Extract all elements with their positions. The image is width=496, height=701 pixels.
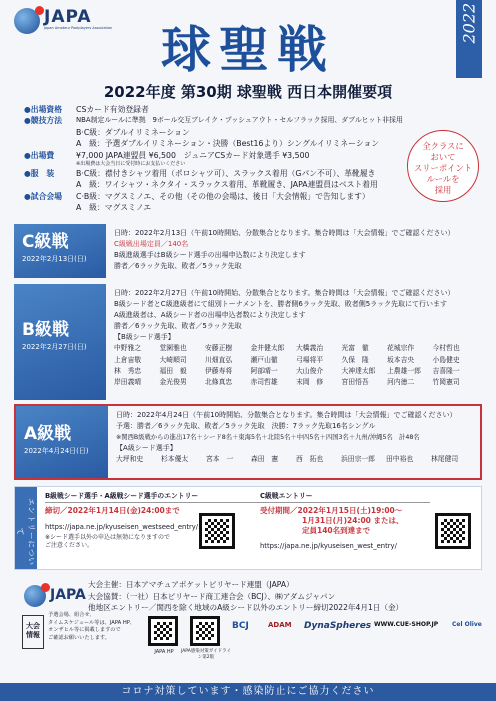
detail-line: A級進級者は、A級シード者の出場申込者数により決定します	[114, 311, 306, 320]
seed-player-name: 河内徳二	[387, 378, 415, 387]
seed-player-name: 宮本 一	[206, 455, 234, 464]
b-class-section	[14, 284, 482, 400]
info-row	[24, 127, 404, 138]
seed-player-name: 吉喜隆一	[432, 367, 460, 376]
entry-b-note-line: ご注意ください。	[45, 542, 94, 549]
seed-player-name: 田中裕也	[386, 455, 414, 464]
taikai-info-note	[48, 612, 135, 642]
sponsor-cel-olive: Cel Olive	[452, 621, 482, 628]
seed-player-name: 北條真忠	[205, 378, 233, 387]
seed-player-name: 大坪和史	[116, 455, 144, 464]
seed-player-name: 杉本優太	[161, 455, 189, 464]
seed-player-name: 赤司哲雄	[250, 378, 278, 387]
seed-player-name: 光富 徹	[341, 344, 369, 353]
seed-player-name: 花城宗作	[387, 344, 415, 353]
info-label	[24, 127, 76, 138]
entry-c-url[interactable]: https://japa.ne.jp/kyuseisen_west_entry/	[260, 542, 397, 550]
detail-line: 日時：2022年4月24日（午前10時開始、分散集合となります。集合時間は「大会情報」でご確認ください）	[116, 411, 457, 419]
seed-player-name: 大神達太郎	[341, 367, 376, 376]
entry-b-note-line: ※シード選手以外の申込は無効になりますので	[45, 534, 171, 541]
detail-line: 勝者／6ラック先取、敗者／5ラック先取	[114, 262, 242, 271]
detail-line: 日時：2022年2月13日（午前10時開始、分散集合となります。集合時間は「大会情報」でご確認ください）	[114, 229, 455, 237]
entry-b-heading: B級戦シード選手・A級戦シード選手のエントリー	[45, 491, 265, 503]
entry-section	[14, 486, 482, 570]
entry-c-period-2: 1月31日(月)24:00 または、	[302, 516, 404, 525]
seed-player-name: 西 拓也	[296, 455, 324, 464]
info-label	[24, 179, 76, 190]
a-class-name: A級戦	[24, 424, 72, 444]
seed-title: 【B級シード選手】	[114, 333, 175, 342]
page-title: 球聖戦	[161, 20, 335, 79]
info-label: ●服 装	[24, 169, 55, 179]
seed-player-name: 阿部晴一	[250, 367, 278, 376]
seed-player-name: 弓場将平	[296, 355, 324, 364]
info-note: ※出場費は大会当日に受付時にお支払いください	[76, 161, 186, 168]
entry-b-url[interactable]: https://japa.ne.jp/kyuseisen_westseed_entry/	[45, 523, 199, 531]
taikai-note-line: 予選会場、組合せ、	[48, 612, 95, 618]
seed-player-name: 林尾健司	[431, 455, 459, 464]
detail-line: C級戦出場定員／140名	[114, 240, 189, 249]
seed-player-name: 大崎順司	[159, 355, 187, 364]
sponsor-cue-shop: WWW.CUE-SHOP.JP	[374, 621, 439, 628]
seed-player-name: 上農雄一郎	[387, 367, 421, 376]
seed-player-name: 森田 憲	[251, 455, 279, 464]
japa-hp-qr-code[interactable]	[148, 616, 178, 646]
a-class-tag	[16, 406, 108, 478]
seed-player-name: 坂本吉央	[387, 355, 415, 364]
entry-c-heading: C級戦エントリー	[260, 491, 430, 503]
detail-line: B級シード者とC級進級者にて組別トーナメントを、勝者側6ラック先取、敗者側5ラック先取にて行います	[114, 300, 448, 309]
footer-banner: コロナ対策しています・感染防止にご協力ください	[0, 683, 496, 701]
year-badge	[456, 0, 482, 78]
info-label: ●競技方法	[24, 116, 62, 126]
seed-player-name: 中野雅之	[114, 344, 142, 353]
seed-player-name: 宮田悟吾	[341, 378, 369, 387]
detail-line: 予選：勝者／6ラック先取、敗者／5ラック先取 決勝：7ラック先取16名シングル	[116, 422, 376, 431]
seed-player-name: 安藤正樹	[205, 344, 233, 353]
b-class-name: B級戦	[22, 320, 69, 340]
seed-player-name: 小島健史	[432, 355, 460, 364]
b-seed-grid	[114, 343, 478, 388]
guideline-qr-code[interactable]	[190, 616, 220, 646]
seed-title: 【A級シード選手】	[116, 444, 177, 453]
taikai-note-line: タイムスケジュール等は、JAPA HP、	[48, 619, 136, 626]
info-label: ●出場費	[24, 150, 55, 160]
a-seed-grid	[116, 454, 476, 465]
info-label: ●出場資格	[24, 105, 62, 114]
info-value: NBA制定ルールに準拠 9ボール交互ブレイク・プッシュアウト・セルフラック採用、ダブルヒット非採用	[76, 116, 403, 125]
seed-player-name: 伊藤寿将	[205, 367, 233, 376]
info-label	[24, 202, 76, 213]
b-class-date: 2022年2月27日(日)	[22, 343, 87, 351]
info-value: B·C級：襟付きシャツ着用（ポロシャツ可）、スラックス着用（Gパン不可）、革靴履き	[76, 169, 376, 179]
info-value: B·C級：ダブルイリミネーション	[76, 127, 190, 137]
japa-bottom-logo-icon	[24, 585, 46, 607]
seed-player-name: 川畑直弘	[205, 355, 233, 364]
detail-line: 勝者／6ラック先取、敗者／5ラック先取	[114, 322, 242, 331]
info-value: A 級：予選ダブルイリミネーション・決勝（Best16より）シングルイリミネーション	[76, 139, 380, 149]
info-row	[24, 202, 404, 213]
a-class-section	[14, 404, 482, 480]
info-row	[24, 150, 404, 161]
badge-line: ルールを	[426, 174, 460, 184]
taikai-note-line: ご確認お願いいたします。	[48, 634, 110, 641]
seed-player-name: 瀬戸山徹	[250, 355, 278, 364]
info-label	[24, 138, 76, 149]
detail-line: B級進級選手はB級シード選手の出場申込数により決定します	[114, 251, 306, 260]
seed-player-name: 上倉宙敬	[114, 355, 142, 364]
seed-player-name: 岸田義晴	[114, 378, 142, 387]
entry-c-period-1: 受付期間／2022年1月15日(土)19:00～	[260, 506, 403, 515]
three-point-rule-badge	[407, 130, 479, 202]
info-row	[24, 179, 404, 190]
taikai-info-label: 大会情報	[22, 615, 44, 649]
sponsor-bcj: BCJ	[232, 621, 249, 631]
entry-c-block	[260, 491, 430, 551]
info-value: CSカード有効登録者	[76, 105, 149, 114]
c-class-date: 2022年2月13日(日)	[22, 255, 87, 263]
info-row	[24, 138, 404, 149]
page-subtitle: 2022年度 第30期 球聖戦 西日本開催要項	[103, 83, 393, 101]
info-label: ●試合会場	[24, 191, 62, 201]
entry-c-qr-code[interactable]	[435, 513, 471, 549]
organizer-line: 他地区エントリー／関西を除く地域のA級シード以外のエントリー締切2022年4月1日（金）	[88, 603, 404, 612]
entry-side-text: エントリーについて	[16, 498, 36, 566]
logo-text: JAPA	[44, 7, 92, 27]
seed-player-name: 浜田宗一郎	[341, 455, 375, 464]
seed-player-name: 大橋義治	[296, 344, 324, 353]
a-class-date: 2022年4月24日(日)	[24, 447, 89, 455]
badge-line: スリーポイント	[413, 163, 473, 173]
badge-line: 採用	[434, 185, 452, 195]
seed-player-name: 今村哲也	[432, 344, 460, 353]
info-value: C·B級：マグスミノエ、その他（その他の会場は、後日「大会情報」で告知します）	[76, 191, 370, 201]
info-row	[24, 104, 404, 115]
badge-line: 全クラスに	[422, 141, 464, 151]
organizer-info	[88, 579, 403, 614]
c-class-section	[14, 224, 482, 278]
info-value: A 級：マグスミノエ	[76, 203, 152, 213]
entry-side-label	[15, 487, 37, 569]
sponsor-dynaspheres: DynaSpheres	[304, 621, 372, 631]
info-row	[24, 115, 404, 126]
entry-b-deadline: 締切／2022年1月14日(金)24:00まで	[45, 506, 180, 515]
seed-player-name: 金光俊男	[159, 378, 187, 387]
seed-player-name: 堂園雅也	[159, 344, 187, 353]
seed-player-name: 竹岡憲司	[432, 378, 460, 387]
info-list	[24, 104, 404, 214]
seed-player-name: 林 秀忠	[114, 367, 142, 376]
info-row	[24, 191, 404, 202]
badge-line: おいて	[430, 152, 456, 162]
seed-player-name: 久保 隆	[341, 355, 369, 364]
info-value: A 級：ワイシャツ・ネクタイ・スラックス着用、革靴履き、JAPA連盟員はベスト着用	[76, 180, 378, 190]
organizer-line: 大会主催：日本アマチュアポケットビリヤード連盟（JAPA）	[88, 580, 294, 589]
b-class-tag	[14, 284, 106, 400]
b-class-details	[114, 288, 478, 389]
year-badge-text: 2022	[459, 2, 479, 44]
taikai-note-line: オンザヒル等に掲載しますので	[48, 627, 121, 633]
seed-player-name: 大山俊介	[296, 367, 324, 376]
seed-player-name: 福田 毅	[159, 367, 187, 376]
detail-line: ※関西B級戦からの進出17名＋シード8名＋東海5名＋北陸5名＋中四5名＋四国3名＋九州/沖縄5名 計48名	[116, 434, 420, 442]
info-row	[24, 168, 404, 179]
entry-b-qr-code[interactable]	[199, 513, 235, 549]
seed-player-name: 金井健太郎	[250, 344, 285, 353]
c-class-name: C級戦	[22, 232, 69, 252]
qr-label: JAPA HP	[154, 649, 174, 655]
sponsor-adam: ADAM	[268, 621, 292, 629]
detail-line: 日時：2022年2月27日（午前10時開始、分散集合となります。集合時間は「大会情報」でご確認ください）	[114, 289, 455, 297]
c-class-tag	[14, 224, 106, 278]
bottom-logo-text: JAPA	[50, 587, 86, 603]
seed-player-name: 末岡 修	[296, 378, 324, 387]
a-class-details	[116, 410, 476, 466]
c-class-details	[114, 228, 478, 272]
organizer-line: 大会協賛：（一社）日本ビリヤード商工連合会（BCJ）、㈱アダムジャパン	[88, 591, 336, 601]
logo-subtext: Japan Amateur Poolplayers Association	[44, 26, 113, 30]
qr-label: JAPA感染対策ガイドライン第2版	[180, 649, 232, 660]
entry-c-period-3: 定員140名到達まで	[302, 526, 371, 535]
info-value: ¥7,000 JAPA連盟員 ¥6,500 ジュニアCSカード対象選手 ¥3,500	[76, 150, 310, 160]
